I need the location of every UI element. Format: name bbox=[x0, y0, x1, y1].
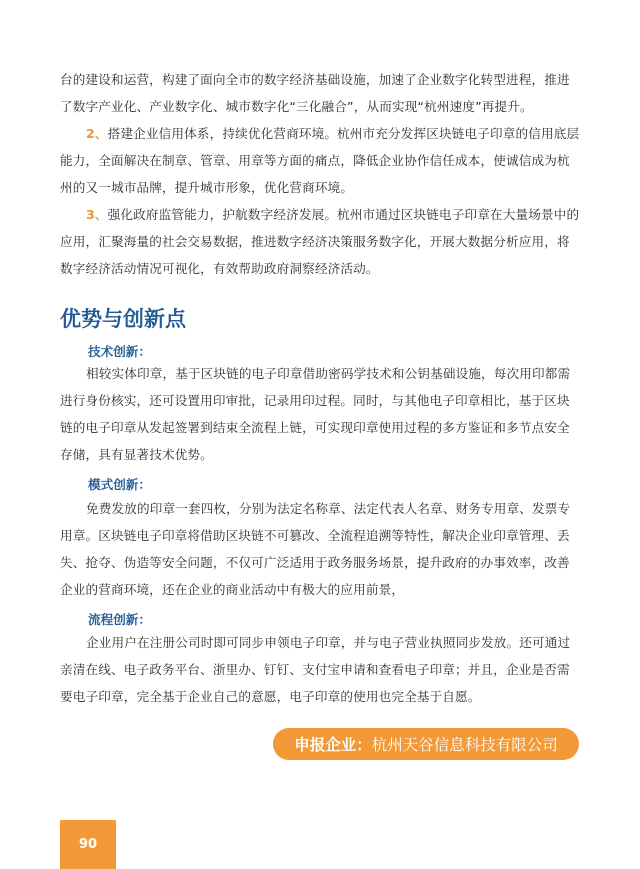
tech-innovation-heading: 技术创新： bbox=[88, 344, 151, 359]
point-3-text: 强化政府监管能力，护航数字经济发展。杭州市通过区块链电子印章在大量场景中的应用，汇聚海量的社会交易数据，推进数字经济决策服务数字化，开展大数据分析应用，将数字经济活动情况可视化，有效帮助政府洞察经济活动。 bbox=[60, 207, 580, 276]
point-3-paragraph bbox=[60, 201, 580, 282]
company-name: 杭州天谷信息科技有限公司 bbox=[371, 736, 558, 754]
intro-paragraph: 台的建设和运营，构建了面向全市的数字经济基础设施，加速了企业数字化转型进程，推进了数字产业化、产业数字化、城市数字化“三化融合”，从而实现“杭州速度”再提升。 bbox=[60, 72, 570, 114]
model-innovation-body: 免费发放的印章一套四枚，分别为法定名称章、法定代表人名章、财务专用章、发票专用章。区块链电子印章将借助区块链不可篡改、全流程追溯等特性，解决企业印章管理、丢失、抢夺、伪造等安全问题，不仅可广泛适用于政务服务场景，提升政府的办事效率，改善企业的营商环境，还在企业的商业活动中有极大的应用前景， bbox=[60, 501, 571, 597]
point-2-text: 搭建企业信用体系，持续优化营商环境。杭州市充分发挥区块链电子印章的信用底层能力，全面解决在制章、管章、用章等方面的痛点，降低企业协作信任成本，使诚信成为杭州的又一城市品牌，提升城市形象，优化营商环境。 bbox=[60, 126, 580, 195]
company-label: 申报企业： bbox=[294, 736, 372, 754]
point-2-paragraph bbox=[60, 120, 580, 201]
applicant-company-banner bbox=[273, 728, 579, 760]
process-innovation-body: 企业用户在注册公司时即可同步申领电子印章，并与电子营业执照同步发放。还可通过亲清在线、电子政务平台、浙里办、钉钉、支付宝申请和查看电子印章；并且，企业是否需要电子印章，完全基于企业自己的意愿，电子印章的使用也完全基于自愿。 bbox=[60, 635, 571, 704]
point-3-number: 3、 bbox=[86, 207, 108, 222]
tech-innovation-body: 相较实体印章，基于区块链的电子印章借助密码学技术和公钥基础设施，每次用印都需进行身份核实，还可设置用印审批，记录用印过程。同时，与其他电子印章相比，基于区块链的电子印章从发起签署到结束全流程上链，可实现印章使用过程的多方鉴证和多节点安全存储，具有显著技术优势。 bbox=[60, 366, 571, 462]
section-title: 优势与创新点 bbox=[60, 307, 186, 331]
point-2-number: 2、 bbox=[86, 126, 108, 141]
model-innovation-heading: 模式创新： bbox=[88, 477, 151, 492]
page-number: 90 bbox=[60, 820, 116, 869]
process-innovation-heading: 流程创新： bbox=[88, 612, 151, 627]
